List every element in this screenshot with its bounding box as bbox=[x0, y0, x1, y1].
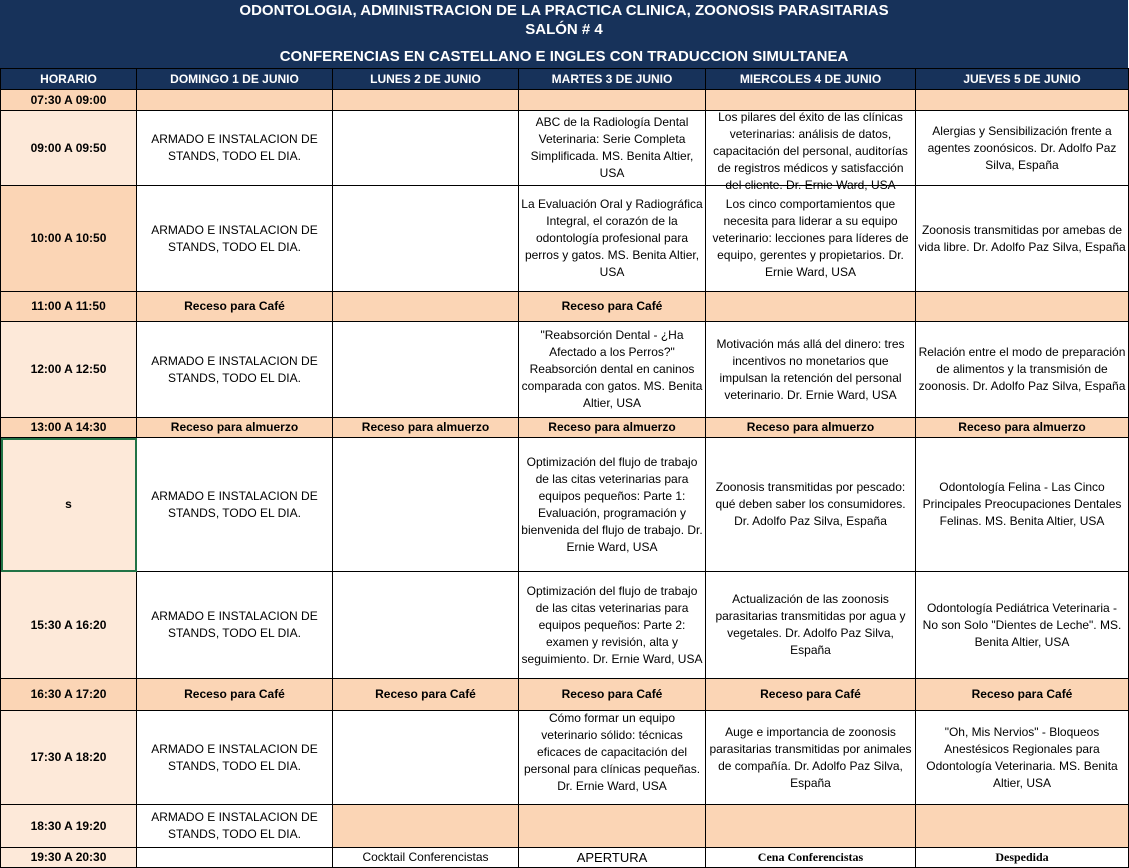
cell-mar[interactable] bbox=[519, 90, 706, 111]
column-header-row bbox=[1, 69, 1129, 90]
table-row bbox=[1, 572, 1129, 679]
cell-lun[interactable] bbox=[333, 322, 519, 418]
cell-dom[interactable] bbox=[137, 90, 333, 111]
cell-dom[interactable]: Receso para almuerzo bbox=[137, 418, 333, 438]
session-text: Los pilares del éxito de las clínicas veterinarias: análisis de datos, capacitación del personal, auditorías de registros médicos y satisfacción del cliente. Dr. Ernie Ward, USA bbox=[713, 109, 908, 192]
cell-mar[interactable] bbox=[519, 111, 706, 186]
col-header-lunes[interactable]: LUNES 2 DE JUNIO bbox=[333, 69, 519, 90]
cell-jue[interactable] bbox=[916, 805, 1129, 848]
cell-jue[interactable]: Zoonosis transmitidas por amebas de vida libre. Dr. Adolfo Paz Silva, España bbox=[916, 186, 1129, 292]
cell-mie[interactable] bbox=[706, 292, 916, 322]
cell-dom[interactable]: ARMADO E INSTALACION DE STANDS, TODO EL DIA. bbox=[137, 111, 333, 186]
table-row bbox=[1, 805, 1129, 848]
cell-jue[interactable]: Alergias y Sensibilización frente a agentes zoonósicos. Dr. Adolfo Paz Silva, España bbox=[916, 111, 1129, 186]
col-header-miercoles[interactable]: MIERCOLES 4 DE JUNIO bbox=[706, 69, 916, 90]
table-row bbox=[1, 679, 1129, 711]
col-header-martes[interactable]: MARTES 3 DE JUNIO bbox=[519, 69, 706, 90]
cell-lun[interactable] bbox=[333, 186, 519, 292]
cell-lun[interactable]: Receso para Café bbox=[333, 679, 519, 711]
cell-mie[interactable]: Cena Conferencistas bbox=[706, 848, 916, 868]
time-cell[interactable]: 13:00 A 14:30 bbox=[1, 418, 137, 438]
table-row bbox=[1, 418, 1129, 438]
time-cell[interactable]: 12:00 A 12:50 bbox=[1, 322, 137, 418]
cell-mie[interactable]: Motivación más allá del dinero: tres incentivos no monetarios que impulsan la retención del personal veterinario. Dr. Ernie Ward, USA bbox=[706, 322, 916, 418]
cell-dom[interactable]: ARMADO E INSTALACION DE STANDS, TODO EL DIA. bbox=[137, 805, 333, 848]
time-cell[interactable]: 19:30 A 20:30 bbox=[1, 848, 137, 868]
header-title: ODONTOLOGIA, ADMINISTRACION DE LA PRACTICA CLINICA, ZOONOSIS PARASITARIAS bbox=[239, 2, 889, 19]
schedule-header bbox=[0, 0, 1128, 68]
cell-lun[interactable]: Cocktail Conferencistas bbox=[333, 848, 519, 868]
schedule-table bbox=[0, 68, 1129, 868]
table-row bbox=[1, 322, 1129, 418]
table-row bbox=[1, 186, 1129, 292]
cell-dom[interactable]: ARMADO E INSTALACION DE STANDS, TODO EL DIA. bbox=[137, 186, 333, 292]
table-row bbox=[1, 292, 1129, 322]
cell-dom[interactable]: ARMADO E INSTALACION DE STANDS, TODO EL DIA. bbox=[137, 572, 333, 679]
cell-mar[interactable]: La Evaluación Oral y Radiográfica Integral, el corazón de la odontología profesional para perros y gatos. MS. Benita Altier, USA bbox=[519, 186, 706, 292]
cell-mie[interactable]: Zoonosis transmitidas por pescado: qué deben saber los consumidores. Dr. Adolfo Paz Silva, España bbox=[706, 438, 916, 572]
time-cell[interactable]: 15:30 A 16:20 bbox=[1, 572, 137, 679]
cell-jue[interactable]: Relación entre el modo de preparación de alimentos y la transmisión de zoonosis. Dr. Adolfo Paz Silva, España bbox=[916, 322, 1129, 418]
header-subtitle: CONFERENCIAS EN CASTELLANO E INGLES CON TRADUCCION SIMULTANEA bbox=[279, 48, 849, 65]
cell-mie[interactable]: Receso para Café bbox=[706, 679, 916, 711]
cell-jue[interactable]: Receso para Café bbox=[916, 679, 1129, 711]
cell-mar[interactable]: Receso para Café bbox=[519, 292, 706, 322]
cell-lun[interactable] bbox=[333, 90, 519, 111]
cell-mar[interactable]: Receso para almuerzo bbox=[519, 418, 706, 438]
time-cell[interactable]: 16:30 A 17:20 bbox=[1, 679, 137, 711]
cell-dom[interactable] bbox=[137, 848, 333, 868]
cell-jue[interactable]: Odontología Pediátrica Veterinaria - No son Solo "Dientes de Leche". MS. Benita Altier, USA bbox=[916, 572, 1129, 679]
time-cell[interactable]: 17:30 A 18:20 bbox=[1, 711, 137, 805]
cell-mie[interactable]: Actualización de las zoonosis parasitarias transmitidas por agua y vegetales. Dr. Adolfo Paz Silva, España bbox=[706, 572, 916, 679]
session-text: ABC de la Radiología Dental Veterinaria: Serie Completa Simplificada. MS. Benita Altier, USA bbox=[530, 115, 694, 180]
table-row bbox=[1, 711, 1129, 805]
col-header-jueves[interactable]: JUEVES 5 DE JUNIO bbox=[916, 69, 1129, 90]
cell-mar[interactable] bbox=[519, 711, 706, 805]
cell-mie[interactable] bbox=[706, 805, 916, 848]
cell-dom[interactable]: ARMADO E INSTALACION DE STANDS, TODO EL DIA. bbox=[137, 322, 333, 418]
cell-jue[interactable]: Receso para almuerzo bbox=[916, 418, 1129, 438]
cell-lun[interactable] bbox=[333, 111, 519, 186]
cell-mie[interactable] bbox=[706, 90, 916, 111]
cell-dom[interactable]: ARMADO E INSTALACION DE STANDS, TODO EL DIA. bbox=[137, 711, 333, 805]
cell-jue[interactable]: Despedida bbox=[916, 848, 1129, 868]
cell-mie[interactable]: Receso para almuerzo bbox=[706, 418, 916, 438]
cell-dom[interactable]: ARMADO E INSTALACION DE STANDS, TODO EL DIA. bbox=[137, 438, 333, 572]
cell-jue[interactable] bbox=[916, 292, 1129, 322]
cell-mar[interactable] bbox=[519, 805, 706, 848]
session-text: Cómo formar un equipo veterinario sólido: técnicas eficaces de capacitación del personal para clínicas pequeñas. Dr. Ernie Ward, USA bbox=[523, 710, 701, 793]
cell-mar[interactable]: "Reabsorción Dental - ¿Ha Afectado a los Perros?" Reabsorción dental en caninos comparada con gatos. MS. Benita Altier, USA bbox=[519, 322, 706, 418]
cell-lun[interactable] bbox=[333, 438, 519, 572]
cell-lun[interactable]: Receso para almuerzo bbox=[333, 418, 519, 438]
time-cell[interactable]: 09:00 A 09:50 bbox=[1, 111, 137, 186]
cell-jue[interactable] bbox=[916, 90, 1129, 111]
cell-mie[interactable]: Auge e importancia de zoonosis parasitarias transmitidas por animales de compañía. Dr. Adolfo Paz Silva, España bbox=[706, 711, 916, 805]
col-header-domingo[interactable]: DOMINGO 1 DE JUNIO bbox=[137, 69, 333, 90]
table-row bbox=[1, 90, 1129, 111]
time-cell[interactable]: 18:30 A 19:20 bbox=[1, 805, 137, 848]
cell-mar[interactable]: APERTURA bbox=[519, 848, 706, 868]
time-cell[interactable]: 10:00 A 10:50 bbox=[1, 186, 137, 292]
table-row bbox=[1, 111, 1129, 186]
cell-mar[interactable]: Optimización del flujo de trabajo de las citas veterinarias para equipos pequeños: Parte 1: Evaluación, programación y bienvenida del flujo de trabajo. Dr. Ernie Ward, USA bbox=[519, 438, 706, 572]
cell-mie[interactable]: Los cinco comportamientos que necesita para liderar a su equipo veterinario: lecciones para líderes de equipo, gerentes y propietarios. Dr. Ernie Ward, USA bbox=[706, 186, 916, 292]
cell-mar[interactable]: Optimización del flujo de trabajo de las citas veterinarias para equipos pequeños: Parte 2: examen y revisión, alta y seguimiento. Dr. Ernie Ward, USA bbox=[519, 572, 706, 679]
col-header-horario[interactable]: HORARIO bbox=[1, 69, 137, 90]
cell-lun[interactable] bbox=[333, 711, 519, 805]
cell-lun[interactable] bbox=[333, 292, 519, 322]
time-cell-selected[interactable]: s bbox=[1, 438, 137, 572]
cell-dom[interactable]: Receso para Café bbox=[137, 679, 333, 711]
cell-mie[interactable] bbox=[706, 109, 916, 192]
cell-lun[interactable] bbox=[333, 805, 519, 848]
table-row bbox=[1, 438, 1129, 572]
cell-mar[interactable]: Receso para Café bbox=[519, 679, 706, 711]
time-cell[interactable]: 11:00 A 11:50 bbox=[1, 292, 137, 322]
cell-lun[interactable] bbox=[333, 572, 519, 679]
cell-dom[interactable]: Receso para Café bbox=[137, 292, 333, 322]
time-cell[interactable]: 07:30 A 09:00 bbox=[1, 90, 137, 111]
table-row bbox=[1, 848, 1129, 868]
cell-jue[interactable]: Odontología Felina - Las Cinco Principales Preocupaciones Dentales Felinas. MS. Benita Altier, USA bbox=[916, 438, 1129, 572]
cell-jue[interactable]: "Oh, Mis Nervios" - Bloqueos Anestésicos Regionales para Odontología Veterinaria. MS. Benita Altier, USA bbox=[916, 711, 1129, 805]
header-room: SALÓN # 4 bbox=[525, 21, 603, 38]
